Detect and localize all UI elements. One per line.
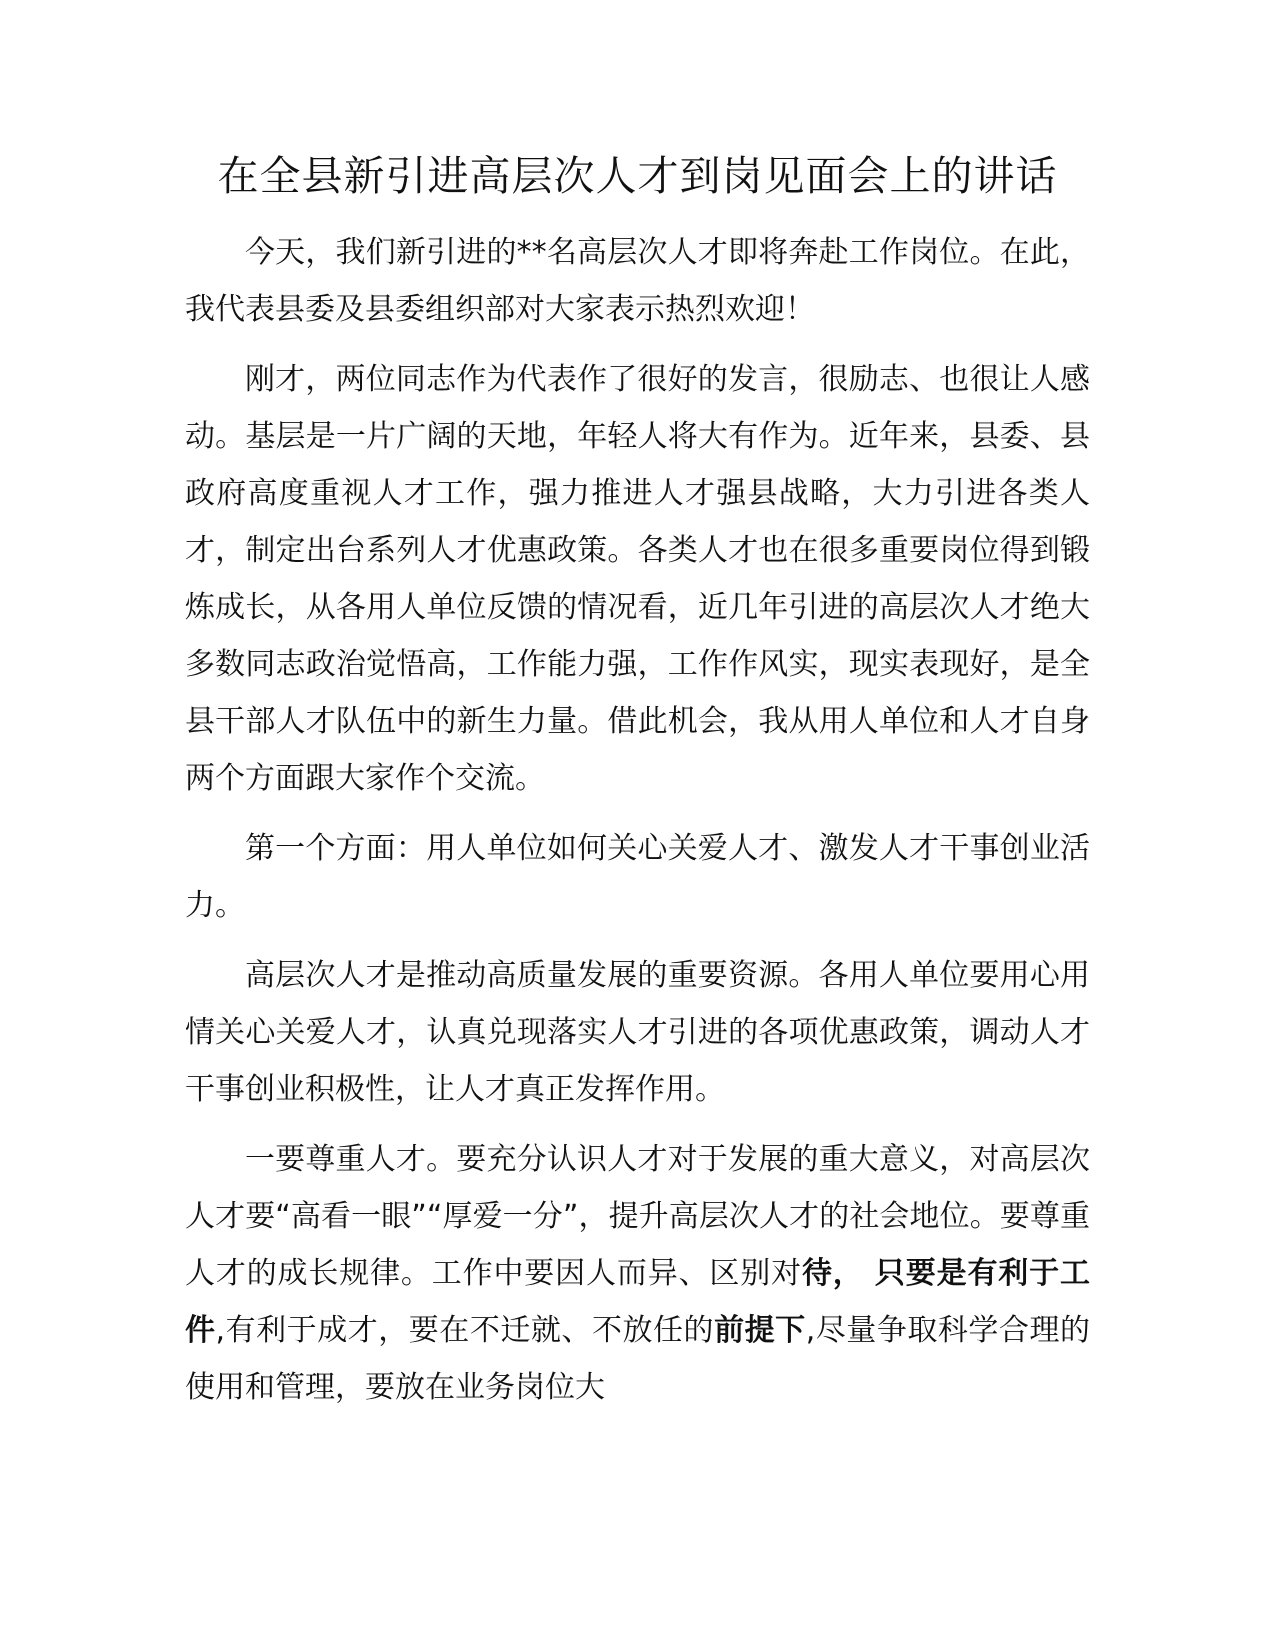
respect-talent-text-1: 一要尊重人才。要充分认识人才对于发展的重大意义，对高层次人才要“高看一眼”“厚爱一分”，提升高层次人才的社会地位。要尊重人才的成长规律。工作中要因人而异、区别对 bbox=[185, 1142, 1090, 1291]
paragraph-welcome: 今天，我们新引进的**名高层次人才即将奔赴工作岗位。在此，我代表县委及县委组织部对大家表示热烈欢迎！ bbox=[185, 235, 1090, 327]
respect-talent-bold-1: 待， 只要是有利于工件 bbox=[185, 1256, 1090, 1348]
document-title: 在全县新引进高层次人才到岗见面会上的讲话 bbox=[217, 152, 1058, 200]
document-body bbox=[185, 224, 1090, 1429]
paragraph-talent-resource: 高层次人才是推动高质量发展的重要资源。各用人单位要用心用情关心关爱人才，认真兑现落实人才引进的各项优惠政策，调动人才干事创业积极性，让人才真正发挥作用。 bbox=[185, 958, 1090, 1107]
paragraph-intro: 刚才，两位同志作为代表作了很好的发言，很励志、也很让人感动。基层是一片广阔的天地，年轻人将大有作为。近年来，县委、县政府高度重视人才工作，强力推进人才强县战略，大力引进各类人才，制定出台系列人才优惠政策。各类人才也在很多重要岗位得到锻炼成长，从各用人单位反馈的情况看，近几年引进的高层次人才绝大多数同志政治觉悟高，工作能力强，工作作风实，现实表现好，是全县干部人才队伍中的新生力量。借此机会，我从用人单位和人才自身两个方面跟大家作个交流。 bbox=[185, 362, 1090, 796]
paragraph-first-aspect-heading: 第一个方面：用人单位如何关心关爱人才、激发人才干事创业活力。 bbox=[185, 831, 1090, 923]
respect-talent-text-2: ,有利于成才，要在不迁就、不放任的 bbox=[215, 1313, 715, 1348]
respect-talent-text-3: ,尽量争取科学合理的使用和管理，要放在业务岗位大 bbox=[185, 1313, 1090, 1405]
paragraph-respect-talent bbox=[185, 1131, 1090, 1416]
respect-talent-bold-2: 前提下 bbox=[714, 1313, 806, 1348]
